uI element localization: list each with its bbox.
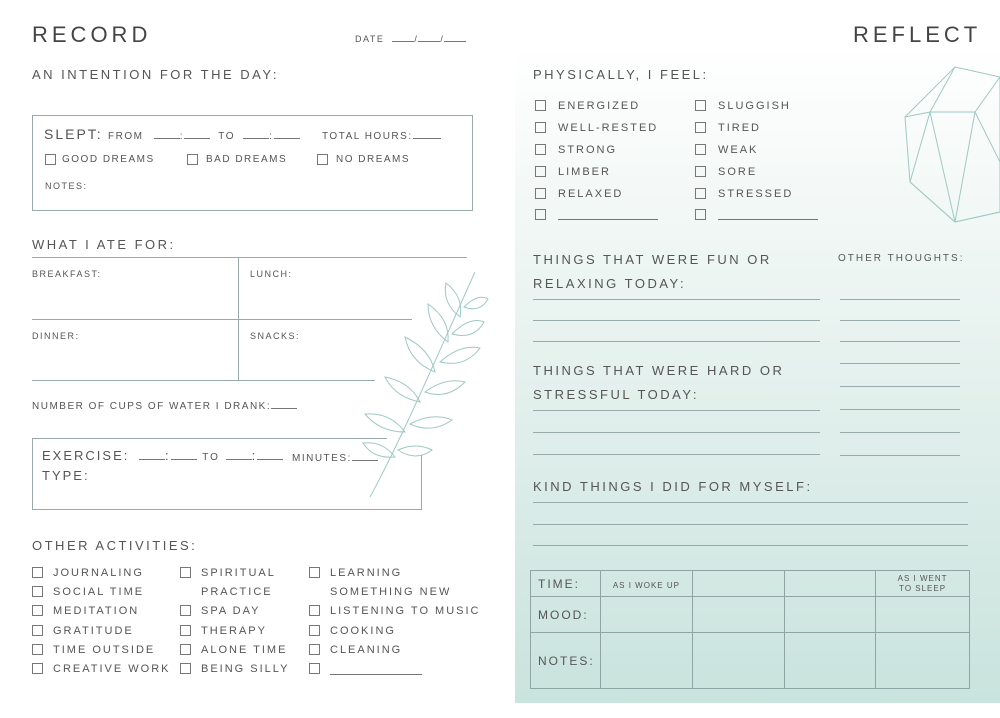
activity-label: JOURNALING (53, 567, 144, 579)
hard-line[interactable] (533, 410, 820, 411)
activity-label: SOCIAL TIME (53, 586, 145, 598)
grid-mood-cell[interactable] (876, 597, 970, 633)
fun-line[interactable] (533, 299, 820, 300)
snacks-label: SNACKS: (250, 331, 301, 341)
bad-dreams-checkbox[interactable] (187, 154, 198, 165)
weak-checkbox[interactable] (695, 144, 706, 155)
sore-checkbox[interactable] (695, 166, 706, 177)
thoughts-line[interactable] (840, 320, 960, 321)
minutes-field[interactable] (292, 451, 378, 464)
grid-sleep-label-2: TO SLEEP (899, 583, 947, 593)
feel-label-item: SLUGGISH (718, 100, 791, 112)
learning-checkbox[interactable] (309, 567, 320, 578)
tired-checkbox[interactable] (695, 122, 706, 133)
from-label: FROM (108, 131, 144, 142)
other-thoughts-label: OTHER THOUGHTS: (838, 253, 965, 264)
sluggish-checkbox[interactable] (695, 100, 706, 111)
activity-label: PRACTICE (201, 586, 273, 598)
grid-notes-cell[interactable] (784, 633, 876, 689)
thoughts-line[interactable] (840, 409, 960, 410)
meditation-checkbox[interactable] (32, 605, 43, 616)
minutes-label: MINUTES: (292, 453, 352, 464)
exercise-label: EXERCISE: (42, 448, 130, 463)
being-silly-checkbox[interactable] (180, 663, 191, 674)
thoughts-line[interactable] (840, 363, 960, 364)
lunch-label: LUNCH: (250, 269, 293, 279)
exercise-field[interactable]: EXERCISE: : TO : (42, 448, 283, 463)
total-hours-label: TOTAL HOURS: (322, 131, 413, 142)
mood-grid (530, 570, 970, 689)
geometric-gem-icon (900, 62, 1000, 227)
kind-line[interactable] (533, 502, 968, 503)
spiritual-practice-checkbox[interactable] (180, 567, 191, 578)
thoughts-line[interactable] (840, 455, 960, 456)
date-field[interactable]: DATE / / (355, 32, 466, 44)
custom-feel-2-checkbox[interactable] (695, 209, 706, 220)
grid-notes-label: NOTES: (538, 653, 595, 668)
thoughts-line[interactable] (840, 386, 960, 387)
feel-label-item: STRONG (558, 144, 618, 156)
activity-label: SPA DAY (201, 605, 261, 617)
time-outside-checkbox[interactable] (32, 644, 43, 655)
slept-label: SLEPT: (44, 126, 103, 142)
custom-activity-blank[interactable] (330, 674, 422, 675)
exercise-to-label: TO (202, 452, 220, 463)
activity-label: GRATITUDE (53, 625, 134, 637)
record-title: RECORD (32, 22, 152, 47)
custom-feel-1-blank[interactable] (558, 219, 658, 220)
strong-checkbox[interactable] (535, 144, 546, 155)
dinner-label: DINNER: (32, 331, 80, 341)
kind-line[interactable] (533, 524, 968, 525)
breakfast-label: BREAKFAST: (32, 269, 102, 279)
relaxed-checkbox[interactable] (535, 188, 546, 199)
kind-label: KIND THINGS I DID FOR MYSELF: (533, 479, 813, 494)
exercise-type-label: TYPE: (42, 468, 90, 483)
feel-label-item: SORE (718, 166, 758, 178)
grid-sleep-label-1: AS I WENT (897, 573, 948, 583)
activity-label: MEDITATION (53, 605, 140, 617)
grid-notes-cell[interactable] (600, 633, 692, 689)
thoughts-line[interactable] (840, 341, 960, 342)
grid-mood-cell[interactable] (784, 597, 876, 633)
activity-label: LISTENING TO MUSIC (330, 605, 481, 617)
fun-line[interactable] (533, 341, 820, 342)
custom-feel-2-blank[interactable] (718, 219, 818, 220)
fun-label-1: THINGS THAT WERE FUN OR (533, 252, 772, 267)
thoughts-line[interactable] (840, 432, 960, 433)
journaling-checkbox[interactable] (32, 567, 43, 578)
feel-label-item: ENERGIZED (558, 100, 641, 112)
grid-time-cell[interactable] (692, 571, 784, 597)
fun-label-2: RELAXING TODAY: (533, 276, 687, 291)
kind-line[interactable] (533, 545, 968, 546)
activity-label: BEING SILLY (201, 663, 290, 675)
activity-label: TIME OUTSIDE (53, 644, 156, 656)
cooking-checkbox[interactable] (309, 625, 320, 636)
social-time-checkbox[interactable] (32, 586, 43, 597)
feel-label-item: LIMBER (558, 166, 611, 178)
grid-notes-cell[interactable] (876, 633, 970, 689)
feel-label: PHYSICALLY, I FEEL: (533, 67, 709, 82)
grid-mood-label: MOOD: (538, 607, 589, 622)
activity-label: CLEANING (330, 644, 403, 656)
activity-label: SOMETHING NEW (330, 586, 452, 598)
fun-line[interactable] (533, 320, 820, 321)
grid-mood-cell[interactable] (600, 597, 692, 633)
energized-checkbox[interactable] (535, 100, 546, 111)
water-label: NUMBER OF CUPS OF WATER I DRANK: (32, 401, 272, 412)
gratitude-checkbox[interactable] (32, 625, 43, 636)
intention-label: AN INTENTION FOR THE DAY: (32, 67, 279, 82)
no-dreams-label: NO DREAMS (336, 154, 411, 165)
creative-work-checkbox[interactable] (32, 663, 43, 674)
activity-label: ALONE TIME (201, 644, 288, 656)
alone-time-checkbox[interactable] (180, 644, 191, 655)
grid-time-label: TIME: (538, 576, 580, 591)
activity-label: SPIRITUAL (201, 567, 276, 579)
sleep-from-field[interactable]: FROM : TO : (108, 129, 300, 142)
to-label: TO (218, 131, 236, 142)
thoughts-line[interactable] (840, 299, 960, 300)
leaf-sprig-icon (360, 262, 490, 502)
good-dreams-checkbox[interactable] (45, 154, 56, 165)
hard-line[interactable] (533, 432, 820, 433)
custom-activity-checkbox[interactable] (309, 663, 320, 674)
activities-label: OTHER ACTIVITIES: (32, 538, 198, 553)
grid-mood-cell[interactable] (692, 597, 784, 633)
date-label: DATE (355, 34, 385, 44)
activity-label: CREATIVE WORK (53, 663, 171, 675)
grid-woke-label: AS I WOKE UP (612, 580, 680, 590)
ate-label: WHAT I ATE FOR: (32, 237, 176, 252)
feel-label-item: WEAK (718, 144, 759, 156)
reflect-title: REFLECT (853, 22, 982, 47)
activity-label: THERAPY (201, 625, 267, 637)
water-field[interactable] (32, 399, 297, 412)
bad-dreams-label: BAD DREAMS (206, 154, 288, 165)
grid-notes-cell[interactable] (692, 633, 784, 689)
grid-time-cell[interactable] (784, 571, 876, 597)
good-dreams-label: GOOD DREAMS (62, 154, 155, 165)
listening-to-music-checkbox[interactable] (309, 605, 320, 616)
feel-label-item: WELL-RESTED (558, 122, 659, 134)
sleep-notes-label: NOTES: (45, 181, 88, 191)
hard-label-2: STRESSFUL TODAY: (533, 387, 699, 402)
feel-label-item: TIRED (718, 122, 761, 134)
hard-line[interactable] (533, 454, 820, 455)
limber-checkbox[interactable] (535, 166, 546, 177)
stressed-checkbox[interactable] (695, 188, 706, 199)
feel-label-item: RELAXED (558, 188, 624, 200)
activity-label: COOKING (330, 625, 396, 637)
custom-feel-1-checkbox[interactable] (535, 209, 546, 220)
spa-day-checkbox[interactable] (180, 605, 191, 616)
cleaning-checkbox[interactable] (309, 644, 320, 655)
no-dreams-checkbox[interactable] (317, 154, 328, 165)
feel-label-item: STRESSED (718, 188, 794, 200)
therapy-checkbox[interactable] (180, 625, 191, 636)
hard-label-1: THINGS THAT WERE HARD OR (533, 363, 785, 378)
well-rested-checkbox[interactable] (535, 122, 546, 133)
total-hours-field[interactable] (322, 129, 441, 142)
activity-label: LEARNING (330, 567, 403, 579)
